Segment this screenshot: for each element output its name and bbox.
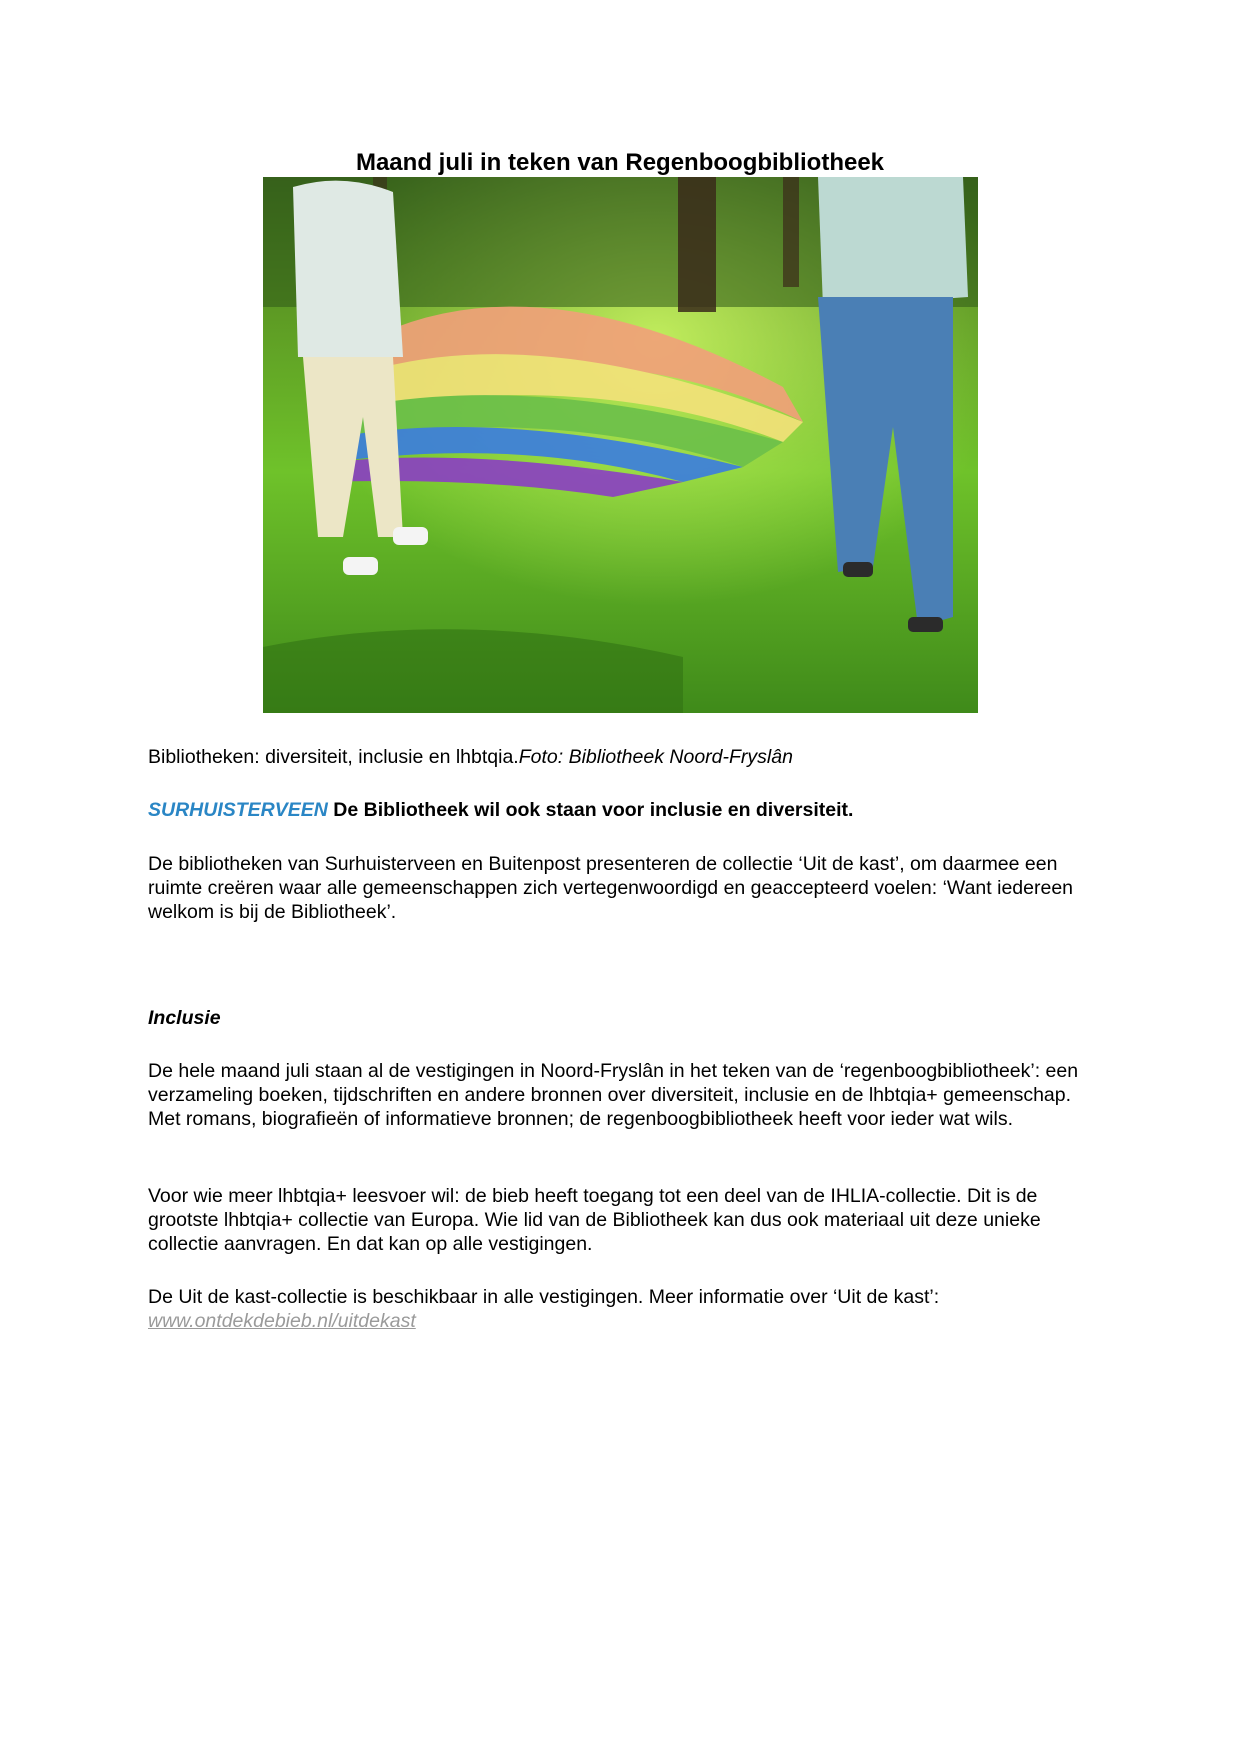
article-photo [263, 177, 978, 713]
section-heading: Inclusie [148, 1007, 221, 1029]
article-title: Maand juli in teken van Regenboogbibliotheek [355, 149, 885, 176]
lead-text: De Bibliotheek wil ook staan voor inclusie en diversiteit. [327, 799, 854, 821]
body-paragraph-3 [148, 1285, 1098, 1333]
body-paragraph-1: De hele maand juli staan al de vestigingen in Noord-Fryslân in het teken van de ‘regenboogbibliotheek’: een verzameling boeken, tijdschriften en andere bronnen over diversiteit, inclusie en de lhbtqia+ gemeenschap. Met romans, biografieën of informatieve bronnen; de regenboogbibliotheek heeft voor ieder wat wils. [148, 1060, 1079, 1130]
body-paragraph-2: Voor wie meer lhbtqia+ leesvoer wil: de bieb heeft toegang tot een deel van de IHLIA-collectie. Dit is de grootste lhbtqia+ collectie van Europa. Wie lid van de Bibliotheek kan dus ook materiaal uit deze unieke collectie aanvragen. En dat kan op alle vestigingen. [148, 1185, 1041, 1255]
photo-caption [148, 745, 1098, 769]
intro-paragraph: De bibliotheken van Surhuisterveen en Buitenpost presenteren de collectie ‘Uit de kast’, om daarmee een ruimte creëren waar alle gemeenschappen zich vertegenwoordigd en geaccepteerd voelen: ‘Want iedereen welkom is bij de Bibliotheek’. [148, 853, 1074, 923]
paragraph-3-text: De Uit de kast-collectie is beschikbaar in alle vestigingen. Meer informatie over ‘Uit de kast’: [148, 1286, 940, 1308]
uitdekast-link[interactable]: www.ontdekdebieb.nl/uitdekast [148, 1310, 416, 1332]
caption-text: Bibliotheken: diversiteit, inclusie en lhbtqia. [148, 746, 519, 768]
lead-paragraph [148, 798, 1098, 822]
photo-credit: Foto: Bibliotheek Noord-Fryslân [518, 746, 793, 768]
dateline-place: SURHUISTERVEEN [148, 799, 328, 821]
